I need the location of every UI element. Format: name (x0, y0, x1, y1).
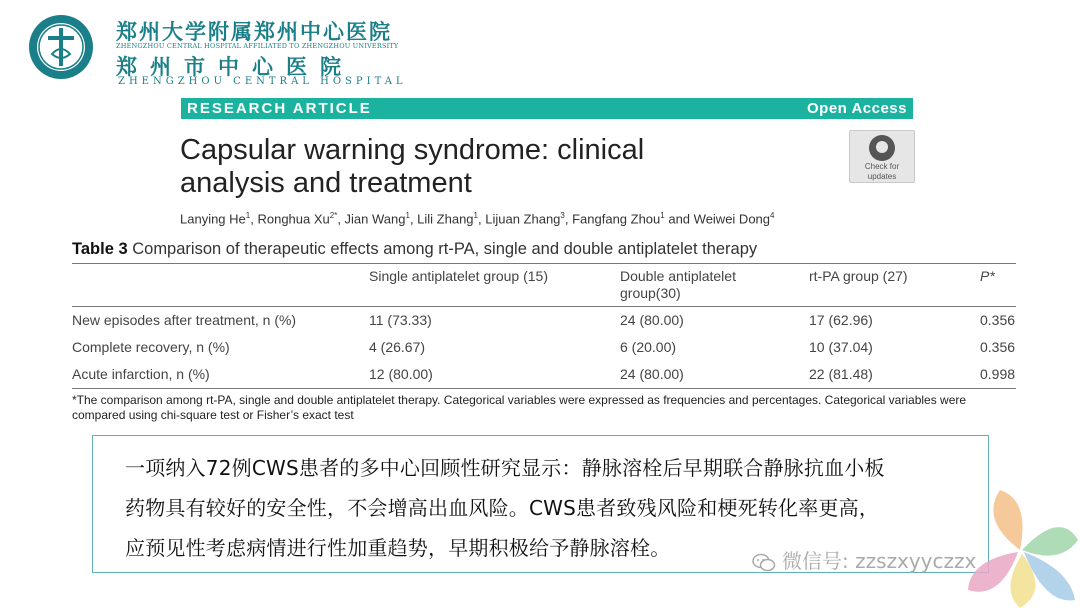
table-cell: 0.356 (980, 339, 1016, 355)
table-cell: 4 (26.67) (369, 339, 426, 355)
table-cell: 11 (73.33) (369, 312, 432, 328)
author-affiliation: 1 (660, 211, 665, 220)
author-affiliation: 1 (473, 211, 478, 220)
summary-line-3: 应预见性考虑病情进行性加重趋势，早期积极给予静脉溶栓。 (125, 536, 671, 560)
author-separator: , (337, 211, 345, 227)
check-for-updates-badge[interactable] (849, 130, 915, 183)
title-line-1: Capsular warning syndrome: clinical (180, 134, 645, 166)
wechat-id-text: 微信号: zzszxyyczzx (782, 549, 977, 573)
table-footnote: *The comparison among rt-PA, single and double antiplatelet therapy. Categorical variables were expressed as frequencies and percentages. Categorical variables were compared using chi-square test or Fisher’s exact test (72, 393, 967, 422)
table-cell: 22 (81.48) (809, 366, 873, 382)
wechat-icon (752, 553, 776, 573)
table-header-cell: Single antiplatelet group (15) (369, 268, 549, 284)
table-row-label: New episodes after treatment, n (%) (72, 312, 297, 328)
article-title (180, 134, 780, 200)
summary-line-1: 一项纳入72例CWS患者的多中心回顾性研究显示：静脉溶栓后早期联合静脉抗血小板 (125, 456, 885, 480)
table-row-label: Acute infarction, n (%) (72, 366, 210, 382)
table-row-label: Complete recovery, n (%) (72, 339, 230, 355)
decorative-petals-icon (960, 480, 1080, 608)
table-cell: 10 (37.04) (809, 339, 873, 355)
table-caption (72, 240, 757, 259)
badge-text-1: Check for (864, 162, 900, 171)
author-separator: , (564, 211, 573, 227)
table-header-cell: group(30) (620, 285, 681, 301)
author-name: Lijuan Zhang (485, 211, 561, 227)
wechat-watermark (752, 545, 976, 574)
table-cell: 6 (20.00) (620, 339, 677, 355)
table-cell: 24 (80.00) (620, 312, 684, 328)
author-affiliation: 3 (560, 211, 565, 220)
hospital-short-name-cn: 郑州市中心医院 (116, 54, 354, 79)
author-separator: , (478, 211, 486, 227)
table-cell: 12 (80.00) (369, 366, 433, 382)
table-header-rule (72, 306, 1016, 307)
author-affiliation: 1 (245, 211, 251, 220)
table-header-cell: P* (980, 268, 995, 284)
table-cell: 0.356 (980, 312, 1016, 328)
article-banner (181, 98, 913, 119)
author-name: Ronghua Xu (257, 211, 330, 227)
open-access-label: Open Access (807, 100, 907, 117)
table-top-rule (72, 263, 1016, 264)
table-bottom-rule (72, 388, 1016, 389)
author-affiliation: 2* (329, 211, 338, 220)
author-name: Jian Wang (344, 211, 406, 227)
author-separator: and (664, 211, 694, 227)
author-list (180, 211, 774, 226)
author-separator: , (409, 211, 418, 227)
hospital-name-en: ZHENGZHOU CENTRAL HOSPITAL AFFILIATED TO ZHENGZHOU UNIVERSITY (116, 42, 399, 50)
table-cell: 24 (80.00) (620, 366, 684, 382)
author-name: Lanying He (180, 211, 246, 227)
table-header-cell: Double antiplatelet (620, 268, 736, 284)
table-caption-text: Comparison of therapeutic effects among rt-PA, single and double antiplatelet therapy (127, 240, 758, 258)
title-line-2: analysis and treatment (180, 167, 472, 199)
article-type-label: RESEARCH ARTICLE (187, 100, 372, 117)
author-affiliation: 4 (770, 211, 775, 220)
author-name: Lili Zhang (417, 211, 474, 227)
author-name: Fangfang Zhou (572, 211, 661, 227)
table-header-cell: rt-PA group (27) (809, 268, 908, 284)
badge-text-2: updates (867, 172, 897, 181)
table-cell: 17 (62.96) (809, 312, 873, 328)
table-caption-label: Table 3 (72, 240, 128, 258)
hospital-short-name-en: ZHENGZHOU CENTRAL HOSPITAL (118, 76, 407, 87)
summary-line-2: 药物具有较好的安全性，不会增高出血风险。CWS患者致残风险和梗死转化率更高， (125, 496, 880, 520)
hospital-seal-icon (28, 14, 94, 80)
update-check-icon (869, 135, 895, 161)
table-cell: 0.998 (980, 366, 1016, 382)
author-separator: , (250, 211, 258, 227)
author-name: Weiwei Dong (693, 211, 771, 227)
hospital-name-cn: 郑州大学附属郑州中心医院 (116, 19, 392, 44)
author-affiliation: 1 (405, 211, 410, 220)
